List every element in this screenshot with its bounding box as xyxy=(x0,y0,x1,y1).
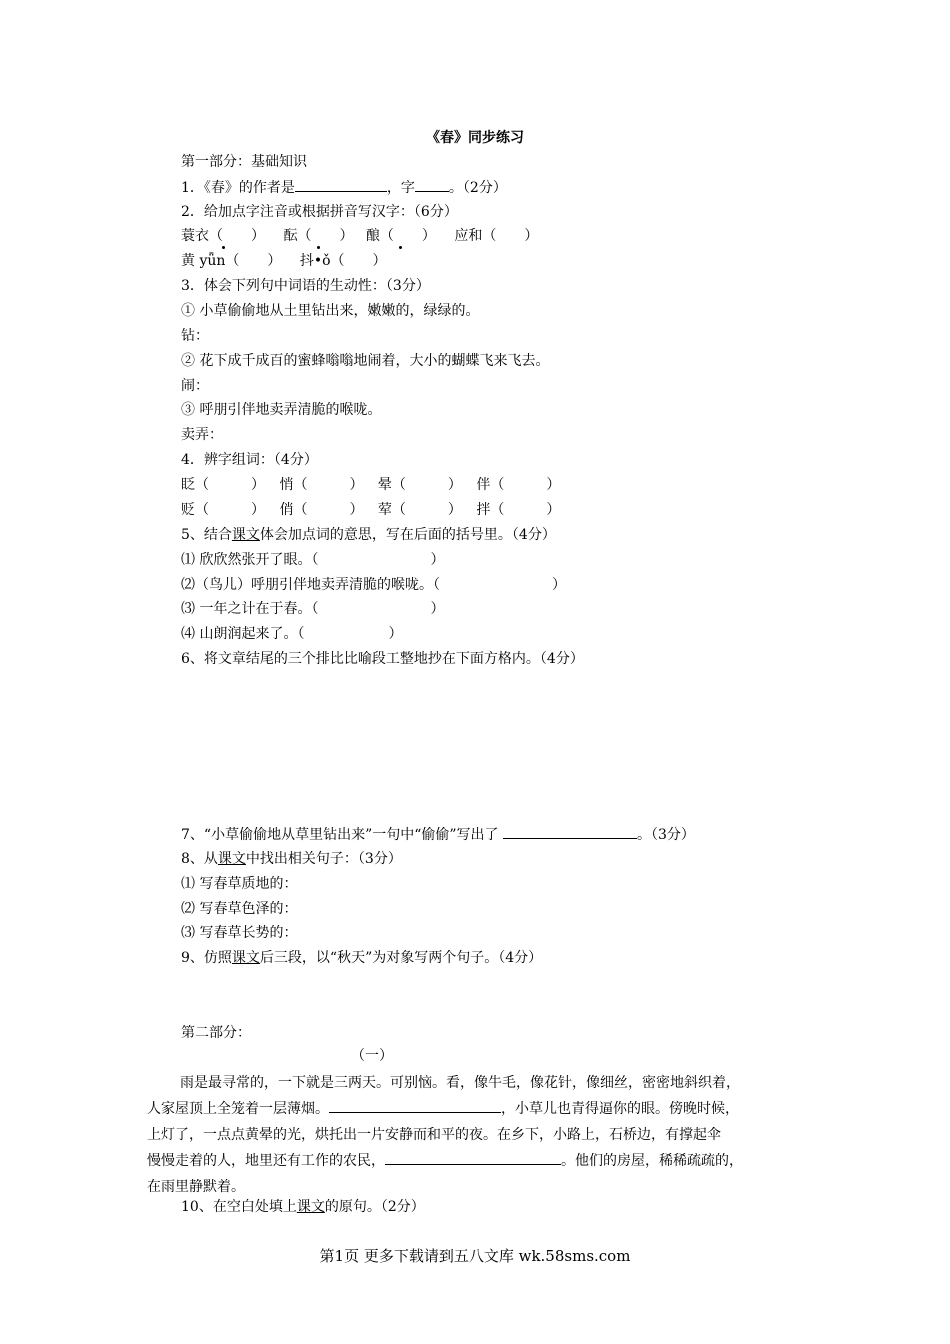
q1-text: 1．《春》的作者是 xyxy=(181,180,295,196)
question-7 xyxy=(181,824,695,845)
question-6: 6、将文章结尾的三个排比比喻段工整地抄在下面方格内。（4分） xyxy=(181,651,584,667)
q4-item: 眨（ ） xyxy=(181,477,265,493)
q4-item: 悄（ ） xyxy=(279,477,364,493)
q7-blank[interactable] xyxy=(503,824,637,839)
passage-line-1 xyxy=(147,1070,807,1096)
q3-answer-1: 钻： xyxy=(181,328,209,344)
q10-text: 10、在空白处填上 xyxy=(181,1199,297,1215)
q3-sentence-3: ③ 呼朋引伴地卖弄清脆的喉咙。 xyxy=(181,402,382,418)
page-title: 《春》同步练习 xyxy=(426,130,524,146)
q1-text-mid: ，字 xyxy=(386,180,415,196)
q4-item: 荤（ ） xyxy=(377,502,462,518)
q5-text: 5、结合 xyxy=(181,527,232,543)
passage-text: 人家屋顶上全笼着一层薄烟。 xyxy=(147,1101,329,1117)
q2-row2 xyxy=(181,251,387,271)
q9-text-post: 后三段，以“秋天”为对象写两个句子。（4分） xyxy=(259,950,543,966)
q2-item: 抖•ǒ（ ） xyxy=(299,253,387,269)
q4-row2 xyxy=(181,500,560,520)
passage-text: 雨是最寻常的，一下就是三两天。可别恼。看，像牛毛，像花针，像细丝，密密地斜织着， xyxy=(180,1075,740,1091)
q4-item: 贬（ ） xyxy=(181,502,265,518)
question-10 xyxy=(181,1197,425,1217)
q5-item-1: ⑴ 欣欣然张开了眼。（ ） xyxy=(181,552,445,568)
q5-item-2: ⑵（鸟儿）呼朋引伴地卖弄清脆的喉咙。（ ） xyxy=(181,577,566,593)
q4-item: 伴（ ） xyxy=(476,477,561,493)
passage-line-4 xyxy=(147,1148,807,1174)
q9-text: 9、仿照 xyxy=(181,950,232,966)
reading-passage xyxy=(147,1070,807,1200)
kewen-link[interactable]: 课文 xyxy=(231,527,260,543)
passage-text: 慢慢走着的人，地里还有工作的农民， xyxy=(147,1153,385,1169)
part2-heading: 第二部分： xyxy=(181,1025,251,1041)
q5-item-4: ⑷ 山朗润起来了。（ ） xyxy=(181,626,403,642)
passage-text: 在雨里静默着。 xyxy=(147,1179,245,1195)
kewen-link[interactable]: 课文 xyxy=(217,851,246,867)
q8-text-post: 中找出相关句子：（3分） xyxy=(245,851,402,867)
q2-item: 应和（ ） xyxy=(454,228,539,244)
q8-item-2: ⑵ 写春草色泽的： xyxy=(181,901,298,917)
q3-answer-3: 卖弄： xyxy=(181,427,223,443)
part1-heading: 第一部分：基础知识 xyxy=(181,154,307,170)
passage-text: 上灯了，一点点黄晕的光，烘托出一片安静而和平的夜。在乡下，小路上，石桥边，有撑起伞 xyxy=(147,1127,721,1143)
q5-text-post: 体会加点词的意思，写在后面的括号里。（4分） xyxy=(259,527,556,543)
q1-blank-author[interactable] xyxy=(295,177,387,192)
kewen-link[interactable]: 课文 xyxy=(231,950,260,966)
q3-sentence-1: ① 小草偷偷地从土里钻出来，嫩嫩的，绿绿的。 xyxy=(181,303,480,319)
q4-item: 晕（ ） xyxy=(377,477,462,493)
passage-text: ，小草儿也青得逼你的眼。傍晚时候， xyxy=(501,1101,739,1117)
passage-blank-2[interactable] xyxy=(385,1150,561,1165)
question-4: 4．辨字组词：（4分） xyxy=(181,452,318,468)
question-5 xyxy=(181,525,556,545)
q2-item: 酿（ ） xyxy=(365,228,436,244)
question-2: 2．给加点字注音或根据拼音写汉字：（6分） xyxy=(181,204,458,220)
q8-item-1: ⑴ 写春草质地的： xyxy=(181,876,298,892)
passage-line-2 xyxy=(147,1096,807,1122)
q3-sentence-2: ② 花下成千成百的蜜蜂嗡嗡地闹着，大小的蝴蝶飞来飞去。 xyxy=(181,353,550,369)
q3-answer-2: 闹： xyxy=(181,378,209,394)
q1-text-post: 。（2分） xyxy=(448,180,507,196)
question-9 xyxy=(181,948,542,968)
q4-row1 xyxy=(181,475,560,495)
passage-blank-1[interactable] xyxy=(329,1098,501,1113)
q10-text-post: 的原句。（2分） xyxy=(324,1199,425,1215)
q8-item-3: ⑶ 写春草长势的： xyxy=(181,925,298,941)
passage-text: 。他们的房屋，稀稀疏疏的， xyxy=(561,1153,743,1169)
q8-text: 8、从 xyxy=(181,851,218,867)
q4-item: 拌（ ） xyxy=(476,502,561,518)
section-heading: （一） xyxy=(351,1048,393,1064)
passage-line-3 xyxy=(147,1122,807,1148)
question-1 xyxy=(181,177,507,198)
q2-item: 酝（ ） xyxy=(283,228,354,244)
q4-item: 俏（ ） xyxy=(279,502,364,518)
q2-item: 蓑衣（ ） xyxy=(181,228,265,244)
q7-text-post: 。（3分） xyxy=(637,827,695,843)
q7-text: 7、“小草偷偷地从草里钻出来”一句中“偷偷”写出了 xyxy=(181,827,499,843)
question-3: 3．体会下列句中词语的生动性：（3分） xyxy=(181,278,430,294)
question-8 xyxy=(181,849,402,869)
page-footer: 第1页 更多下载请到五八文库 wk.58sms.com xyxy=(319,1247,631,1265)
q1-blank-name[interactable] xyxy=(415,177,449,192)
q5-item-3: ⑶ 一年之计在于春。（ ） xyxy=(181,601,445,617)
q2-item: 黄 yǖn（ ） xyxy=(181,253,282,269)
kewen-link[interactable]: 课文 xyxy=(296,1199,325,1215)
q2-row1 xyxy=(181,226,538,246)
